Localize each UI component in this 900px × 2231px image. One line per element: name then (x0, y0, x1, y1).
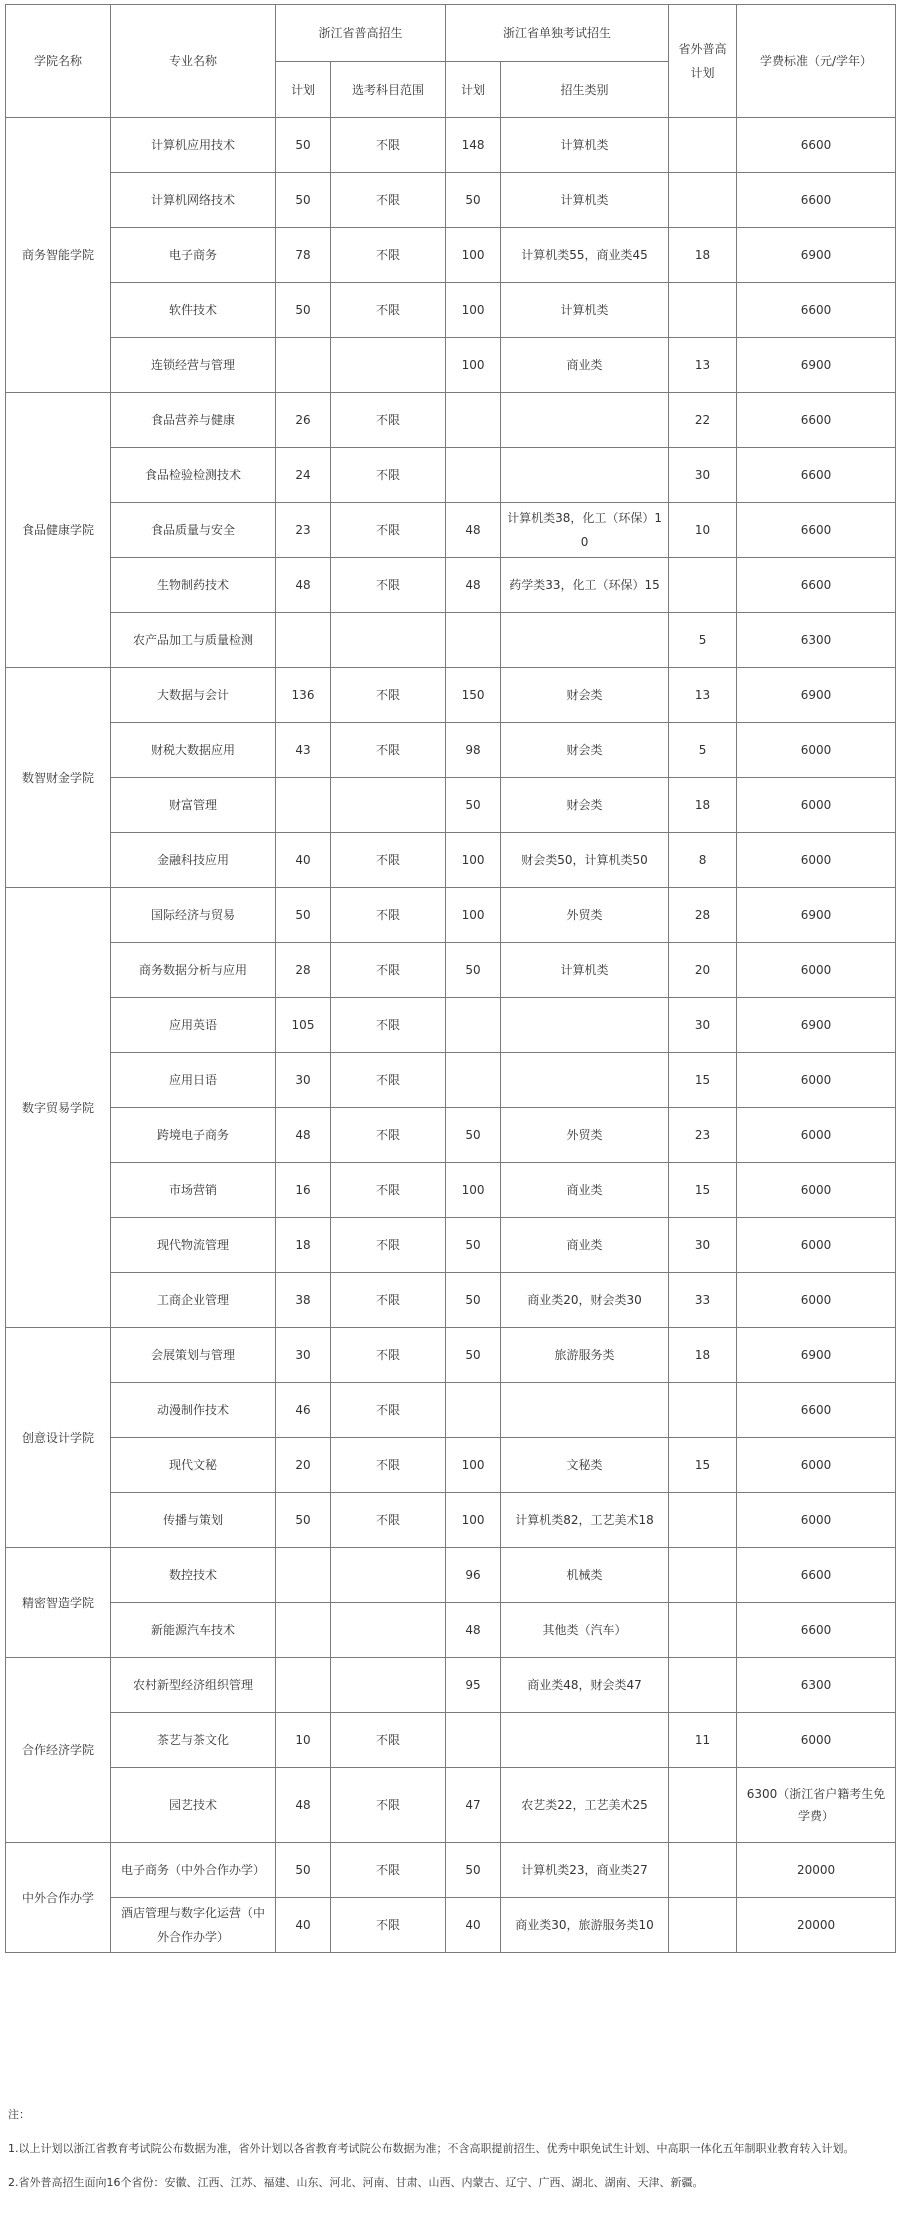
single-exam-plan-cell (446, 998, 501, 1053)
table-row (6, 833, 896, 888)
out-province-plan-cell: 28 (669, 888, 737, 943)
major-cell: 计算机应用技术 (111, 118, 276, 173)
subject-scope-cell: 不限 (331, 228, 446, 283)
subject-scope-cell: 不限 (331, 173, 446, 228)
subject-scope-cell: 不限 (331, 1053, 446, 1108)
major-cell: 茶艺与茶文化 (111, 1713, 276, 1768)
fee-cell: 6600 (737, 173, 896, 228)
major-cell: 园艺技术 (111, 1768, 276, 1843)
out-province-plan-cell (669, 1658, 737, 1713)
single-exam-category-cell (501, 1713, 669, 1768)
fee-cell: 6600 (737, 1603, 896, 1658)
out-province-plan-cell (669, 1493, 737, 1548)
college-cell: 创意设计学院 (6, 1328, 111, 1548)
single-exam-category-cell: 财会类 (501, 668, 669, 723)
table-row (6, 723, 896, 778)
fee-cell: 6300（浙江省户籍考生免学费） (737, 1768, 896, 1843)
out-province-plan-cell: 5 (669, 613, 737, 668)
subject-scope-cell: 不限 (331, 1163, 446, 1218)
major-cell: 大数据与会计 (111, 668, 276, 723)
subject-scope-cell (331, 1658, 446, 1713)
single-exam-category-cell (501, 393, 669, 448)
zj-plan-cell: 40 (276, 833, 331, 888)
subject-scope-cell: 不限 (331, 1768, 446, 1843)
subject-scope-cell: 不限 (331, 723, 446, 778)
table-row (6, 1658, 896, 1713)
subject-scope-cell: 不限 (331, 668, 446, 723)
single-exam-plan-cell: 50 (446, 1218, 501, 1273)
subject-scope-cell: 不限 (331, 1273, 446, 1328)
single-exam-category-cell: 财会类 (501, 723, 669, 778)
single-exam-category-cell: 商业类48，财会类47 (501, 1658, 669, 1713)
college-cell: 食品健康学院 (6, 393, 111, 668)
table-row (6, 1713, 896, 1768)
major-cell: 电子商务（中外合作办学） (111, 1843, 276, 1898)
out-province-plan-cell: 15 (669, 1053, 737, 1108)
single-exam-category-cell: 计算机类23，商业类27 (501, 1843, 669, 1898)
fee-cell: 6600 (737, 1383, 896, 1438)
major-cell: 计算机网络技术 (111, 173, 276, 228)
out-province-plan-cell: 13 (669, 338, 737, 393)
fee-cell: 6000 (737, 1218, 896, 1273)
zj-plan-cell: 28 (276, 943, 331, 998)
table-row (6, 1053, 896, 1108)
single-exam-category-cell: 财会类50，计算机类50 (501, 833, 669, 888)
major-cell: 财税大数据应用 (111, 723, 276, 778)
subject-scope-cell (331, 1603, 446, 1658)
out-province-plan-cell: 11 (669, 1713, 737, 1768)
zj-plan-cell: 48 (276, 1768, 331, 1843)
out-province-plan-cell (669, 1383, 737, 1438)
zj-plan-cell: 26 (276, 393, 331, 448)
zj-plan-cell: 40 (276, 1898, 331, 1953)
table-row (6, 1438, 896, 1493)
zj-plan-cell (276, 338, 331, 393)
single-exam-category-cell (501, 613, 669, 668)
out-province-plan-cell (669, 1603, 737, 1658)
zj-plan-cell: 30 (276, 1053, 331, 1108)
single-exam-plan-cell (446, 1053, 501, 1108)
out-province-plan-cell (669, 1548, 737, 1603)
zj-plan-cell: 48 (276, 1108, 331, 1163)
fee-cell: 6000 (737, 1273, 896, 1328)
single-exam-category-cell: 商业类 (501, 338, 669, 393)
single-exam-plan-cell: 100 (446, 833, 501, 888)
table-row (6, 1898, 896, 1953)
table-body (6, 118, 896, 1953)
single-exam-plan-cell: 50 (446, 1843, 501, 1898)
out-province-plan-cell: 15 (669, 1163, 737, 1218)
zj-plan-cell: 78 (276, 228, 331, 283)
table-row (6, 338, 896, 393)
college-cell: 中外合作办学 (6, 1843, 111, 1953)
zj-plan-cell: 10 (276, 1713, 331, 1768)
fee-cell: 6900 (737, 998, 896, 1053)
subject-scope-cell: 不限 (331, 558, 446, 613)
table-row (6, 228, 896, 283)
zj-plan-cell: 23 (276, 503, 331, 558)
enrollment-plan-table (5, 4, 896, 1953)
zj-plan-cell: 46 (276, 1383, 331, 1438)
subject-scope-cell: 不限 (331, 118, 446, 173)
table-row (6, 1768, 896, 1843)
major-cell: 应用英语 (111, 998, 276, 1053)
zj-plan-cell: 136 (276, 668, 331, 723)
zj-plan-cell: 50 (276, 118, 331, 173)
single-exam-category-cell: 商业类 (501, 1218, 669, 1273)
zj-plan-cell: 24 (276, 448, 331, 503)
header-category: 招生类别 (501, 62, 669, 118)
college-cell: 合作经济学院 (6, 1658, 111, 1843)
single-exam-category-cell: 药学类33，化工（环保）15 (501, 558, 669, 613)
major-cell: 食品营养与健康 (111, 393, 276, 448)
fee-cell: 6600 (737, 503, 896, 558)
single-exam-category-cell: 计算机类 (501, 173, 669, 228)
fee-cell: 6900 (737, 668, 896, 723)
notes-section (8, 2103, 888, 2195)
notes-title: 注： (8, 2108, 30, 2121)
table-row (6, 888, 896, 943)
major-cell: 电子商务 (111, 228, 276, 283)
zj-plan-cell: 105 (276, 998, 331, 1053)
table-row (6, 503, 896, 558)
major-cell: 连锁经营与管理 (111, 338, 276, 393)
major-cell: 商务数据分析与应用 (111, 943, 276, 998)
fee-cell: 6000 (737, 1713, 896, 1768)
single-exam-plan-cell: 100 (446, 1438, 501, 1493)
major-cell: 财富管理 (111, 778, 276, 833)
fee-cell: 6600 (737, 448, 896, 503)
fee-cell: 6900 (737, 1328, 896, 1383)
major-cell: 会展策划与管理 (111, 1328, 276, 1383)
zj-plan-cell: 48 (276, 558, 331, 613)
single-exam-category-cell (501, 1383, 669, 1438)
major-cell: 跨境电子商务 (111, 1108, 276, 1163)
table-row (6, 558, 896, 613)
zj-plan-cell: 50 (276, 1843, 331, 1898)
single-exam-plan-cell: 100 (446, 283, 501, 338)
fee-cell: 6900 (737, 338, 896, 393)
out-province-plan-cell: 15 (669, 1438, 737, 1493)
table-row (6, 943, 896, 998)
fee-cell: 6600 (737, 118, 896, 173)
major-cell: 金融科技应用 (111, 833, 276, 888)
zj-plan-cell (276, 1548, 331, 1603)
fee-cell: 6000 (737, 943, 896, 998)
major-cell: 现代物流管理 (111, 1218, 276, 1273)
single-exam-plan-cell: 100 (446, 228, 501, 283)
fee-cell: 6900 (737, 888, 896, 943)
table-row (6, 173, 896, 228)
major-cell: 动漫制作技术 (111, 1383, 276, 1438)
subject-scope-cell: 不限 (331, 833, 446, 888)
out-province-plan-cell (669, 1768, 737, 1843)
major-cell: 生物制药技术 (111, 558, 276, 613)
subject-scope-cell: 不限 (331, 1898, 446, 1953)
out-province-plan-cell: 33 (669, 1273, 737, 1328)
out-province-plan-cell: 30 (669, 998, 737, 1053)
table-header (6, 5, 896, 118)
single-exam-plan-cell: 48 (446, 1603, 501, 1658)
table-row (6, 393, 896, 448)
zj-plan-cell: 16 (276, 1163, 331, 1218)
fee-cell: 6000 (737, 1493, 896, 1548)
single-exam-plan-cell: 40 (446, 1898, 501, 1953)
subject-scope-cell: 不限 (331, 448, 446, 503)
single-exam-plan-cell (446, 448, 501, 503)
fee-cell: 6000 (737, 723, 896, 778)
fee-cell: 6600 (737, 393, 896, 448)
single-exam-plan-cell: 50 (446, 173, 501, 228)
out-province-plan-cell (669, 118, 737, 173)
table-row (6, 998, 896, 1053)
out-province-plan-cell: 18 (669, 778, 737, 833)
single-exam-plan-cell (446, 393, 501, 448)
header-major: 专业名称 (111, 5, 276, 118)
single-exam-category-cell: 商业类20，财会类30 (501, 1273, 669, 1328)
subject-scope-cell: 不限 (331, 1843, 446, 1898)
single-exam-category-cell: 旅游服务类 (501, 1328, 669, 1383)
subject-scope-cell (331, 778, 446, 833)
subject-scope-cell: 不限 (331, 1383, 446, 1438)
table-row (6, 613, 896, 668)
subject-scope-cell: 不限 (331, 503, 446, 558)
out-province-plan-cell: 30 (669, 1218, 737, 1273)
zj-plan-cell: 50 (276, 173, 331, 228)
zj-plan-cell: 50 (276, 283, 331, 338)
out-province-plan-cell: 5 (669, 723, 737, 778)
table-row (6, 448, 896, 503)
major-cell: 数控技术 (111, 1548, 276, 1603)
subject-scope-cell: 不限 (331, 888, 446, 943)
zj-plan-cell: 50 (276, 888, 331, 943)
major-cell: 国际经济与贸易 (111, 888, 276, 943)
fee-cell: 6000 (737, 1108, 896, 1163)
out-province-plan-cell: 30 (669, 448, 737, 503)
header-zj-gaokao: 浙江省普高招生 (276, 5, 446, 62)
single-exam-plan-cell: 98 (446, 723, 501, 778)
single-exam-plan-cell (446, 613, 501, 668)
zj-plan-cell: 18 (276, 1218, 331, 1273)
out-province-plan-cell: 18 (669, 228, 737, 283)
single-exam-category-cell: 计算机类 (501, 118, 669, 173)
single-exam-plan-cell: 95 (446, 1658, 501, 1713)
zj-plan-cell: 43 (276, 723, 331, 778)
single-exam-category-cell: 计算机类55，商业类45 (501, 228, 669, 283)
table-row (6, 1163, 896, 1218)
fee-cell: 6000 (737, 833, 896, 888)
table-row (6, 1218, 896, 1273)
table-row (6, 668, 896, 723)
single-exam-plan-cell: 100 (446, 888, 501, 943)
subject-scope-cell: 不限 (331, 393, 446, 448)
major-cell: 食品检验检测技术 (111, 448, 276, 503)
single-exam-category-cell: 外贸类 (501, 1108, 669, 1163)
header-fee: 学费标准（元/学年） (737, 5, 896, 118)
major-cell: 农村新型经济组织管理 (111, 1658, 276, 1713)
table-row (6, 1548, 896, 1603)
major-cell: 工商企业管理 (111, 1273, 276, 1328)
single-exam-plan-cell: 96 (446, 1548, 501, 1603)
single-exam-plan-cell: 148 (446, 118, 501, 173)
out-province-plan-cell (669, 558, 737, 613)
zj-plan-cell (276, 778, 331, 833)
out-province-plan-cell: 8 (669, 833, 737, 888)
zj-plan-cell (276, 1603, 331, 1658)
zj-plan-cell: 50 (276, 1493, 331, 1548)
major-cell: 农产品加工与质量检测 (111, 613, 276, 668)
subject-scope-cell: 不限 (331, 1108, 446, 1163)
single-exam-category-cell: 财会类 (501, 778, 669, 833)
single-exam-category-cell (501, 998, 669, 1053)
single-exam-plan-cell: 50 (446, 1273, 501, 1328)
note-1: 1.以上计划以浙江省教育考试院公布数据为准，省外计划以各省教育考试院公布数据为准；不含高职提前招生、优秀中职免试生计划、中高职一体化五年制职业教育转入计划。 (8, 2142, 855, 2155)
single-exam-plan-cell (446, 1383, 501, 1438)
out-province-plan-cell: 20 (669, 943, 737, 998)
major-cell: 食品质量与安全 (111, 503, 276, 558)
header-plan: 计划 (276, 62, 331, 118)
out-province-plan-cell (669, 1843, 737, 1898)
fee-cell: 20000 (737, 1843, 896, 1898)
subject-scope-cell: 不限 (331, 1713, 446, 1768)
subject-scope-cell (331, 1548, 446, 1603)
header-college: 学院名称 (6, 5, 111, 118)
single-exam-category-cell: 商业类 (501, 1163, 669, 1218)
fee-cell: 6600 (737, 558, 896, 613)
fee-cell: 6000 (737, 1163, 896, 1218)
out-province-plan-cell (669, 173, 737, 228)
college-cell: 商务智能学院 (6, 118, 111, 393)
header-zj-single-exam: 浙江省单独考试招生 (446, 5, 669, 62)
single-exam-plan-cell: 50 (446, 778, 501, 833)
fee-cell: 6300 (737, 613, 896, 668)
fee-cell: 6300 (737, 1658, 896, 1713)
major-cell: 传播与策划 (111, 1493, 276, 1548)
subject-scope-cell: 不限 (331, 1438, 446, 1493)
fee-cell: 6000 (737, 778, 896, 833)
out-province-plan-cell (669, 283, 737, 338)
zj-plan-cell: 38 (276, 1273, 331, 1328)
single-exam-plan-cell: 47 (446, 1768, 501, 1843)
single-exam-category-cell: 计算机类 (501, 943, 669, 998)
table-row (6, 1493, 896, 1548)
single-exam-plan-cell: 100 (446, 1163, 501, 1218)
note-2: 2.省外普高招生面向16个省份：安徽、江西、江苏、福建、山东、河北、河南、甘肃、山西、内蒙古、辽宁、广西、湖北、湖南、天津、新疆。 (8, 2176, 704, 2189)
subject-scope-cell: 不限 (331, 1328, 446, 1383)
single-exam-plan-cell: 100 (446, 1493, 501, 1548)
subject-scope-cell: 不限 (331, 1493, 446, 1548)
out-province-plan-cell: 13 (669, 668, 737, 723)
out-province-plan-cell (669, 1898, 737, 1953)
zj-plan-cell (276, 1658, 331, 1713)
table-row (6, 1328, 896, 1383)
single-exam-plan-cell: 48 (446, 558, 501, 613)
fee-cell: 6900 (737, 228, 896, 283)
table-row (6, 1383, 896, 1438)
single-exam-category-cell: 文秘类 (501, 1438, 669, 1493)
fee-cell: 6000 (737, 1053, 896, 1108)
zj-plan-cell (276, 613, 331, 668)
subject-scope-cell (331, 613, 446, 668)
table-row (6, 1603, 896, 1658)
header-single-plan: 计划 (446, 62, 501, 118)
single-exam-plan-cell: 48 (446, 503, 501, 558)
college-cell: 精密智造学院 (6, 1548, 111, 1658)
subject-scope-cell: 不限 (331, 1218, 446, 1273)
out-province-plan-cell: 22 (669, 393, 737, 448)
major-cell: 应用日语 (111, 1053, 276, 1108)
subject-scope-cell (331, 338, 446, 393)
fee-cell: 6000 (737, 1438, 896, 1493)
single-exam-category-cell: 农艺类22，工艺美术25 (501, 1768, 669, 1843)
fee-cell: 6600 (737, 283, 896, 338)
table-row (6, 778, 896, 833)
zj-plan-cell: 30 (276, 1328, 331, 1383)
major-cell: 新能源汽车技术 (111, 1603, 276, 1658)
header-subject-scope: 选考科目范围 (331, 62, 446, 118)
table-row (6, 1273, 896, 1328)
single-exam-plan-cell: 50 (446, 1328, 501, 1383)
single-exam-category-cell: 商业类30，旅游服务类10 (501, 1898, 669, 1953)
single-exam-plan-cell: 100 (446, 338, 501, 393)
major-cell: 现代文秘 (111, 1438, 276, 1493)
table-row (6, 1108, 896, 1163)
single-exam-plan-cell: 50 (446, 943, 501, 998)
college-cell: 数智财金学院 (6, 668, 111, 888)
single-exam-category-cell: 计算机类38，化工（环保）10 (501, 503, 669, 558)
out-province-plan-cell: 18 (669, 1328, 737, 1383)
major-cell: 市场营销 (111, 1163, 276, 1218)
single-exam-category-cell (501, 448, 669, 503)
table-row (6, 283, 896, 338)
out-province-plan-cell: 10 (669, 503, 737, 558)
major-cell: 酒店管理与数字化运营（中外合作办学） (111, 1898, 276, 1953)
major-cell: 软件技术 (111, 283, 276, 338)
single-exam-category-cell (501, 1053, 669, 1108)
fee-cell: 20000 (737, 1898, 896, 1953)
single-exam-plan-cell: 50 (446, 1108, 501, 1163)
single-exam-category-cell: 计算机类 (501, 283, 669, 338)
college-cell: 数字贸易学院 (6, 888, 111, 1328)
subject-scope-cell: 不限 (331, 943, 446, 998)
subject-scope-cell: 不限 (331, 283, 446, 338)
subject-scope-cell: 不限 (331, 998, 446, 1053)
single-exam-category-cell: 外贸类 (501, 888, 669, 943)
single-exam-plan-cell: 150 (446, 668, 501, 723)
single-exam-category-cell: 计算机类82，工艺美术18 (501, 1493, 669, 1548)
header-out-province: 省外普高计划 (669, 5, 737, 118)
zj-plan-cell: 20 (276, 1438, 331, 1493)
table-row (6, 1843, 896, 1898)
single-exam-plan-cell (446, 1713, 501, 1768)
fee-cell: 6600 (737, 1548, 896, 1603)
out-province-plan-cell: 23 (669, 1108, 737, 1163)
table-row (6, 118, 896, 173)
single-exam-category-cell: 其他类（汽车） (501, 1603, 669, 1658)
single-exam-category-cell: 机械类 (501, 1548, 669, 1603)
